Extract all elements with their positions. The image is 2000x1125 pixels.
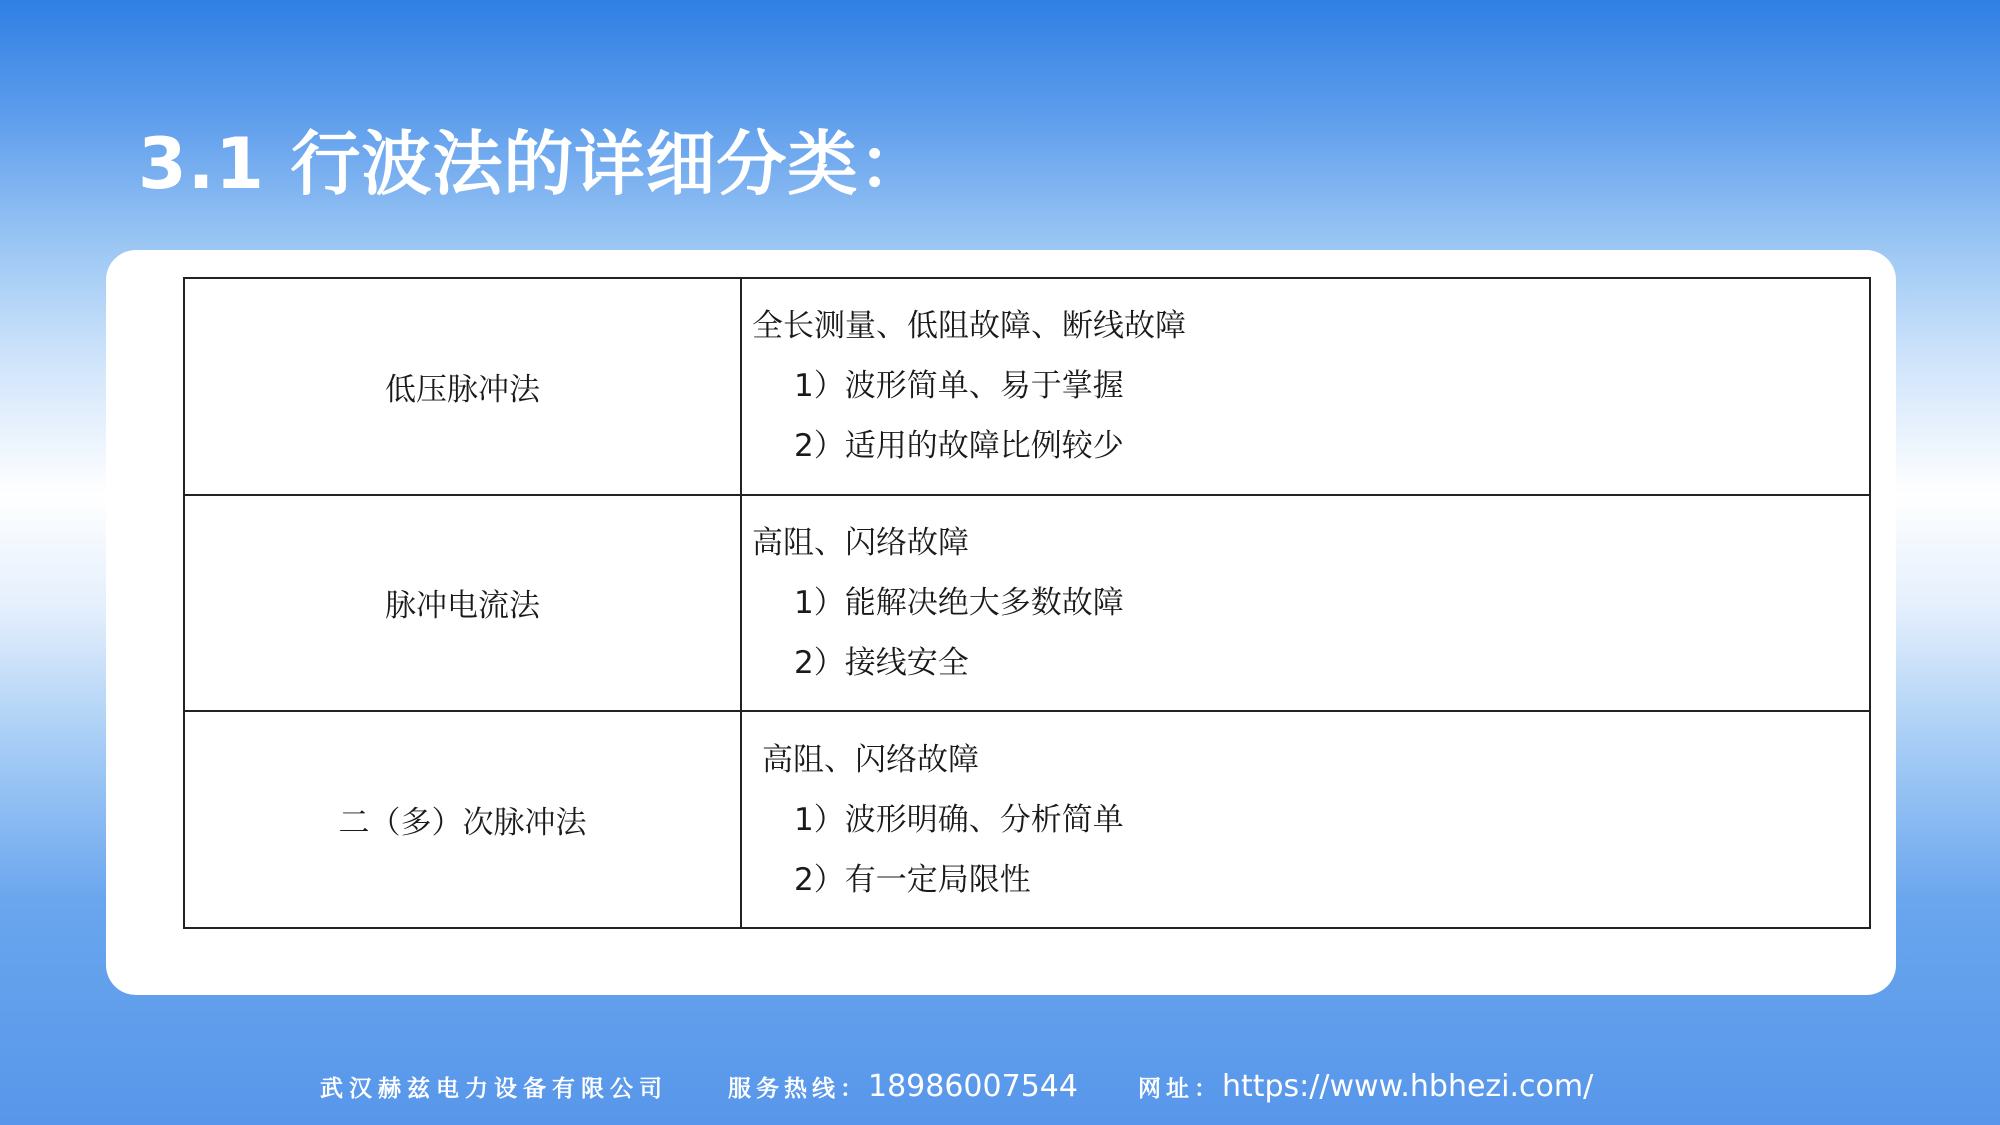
table-row <box>184 278 1870 495</box>
description-point: 1）能解决绝大多数故障 <box>794 584 1124 621</box>
method-name: 二（多）次脉冲法 <box>184 711 741 928</box>
hotline-number: 18986007544 <box>868 1068 1078 1104</box>
table-row <box>184 495 1870 712</box>
method-name: 低压脉冲法 <box>184 278 741 495</box>
footer-bar <box>320 1066 1593 1106</box>
description-summary: 高阻、闪络故障 <box>762 741 979 778</box>
method-description <box>741 495 1870 712</box>
description-summary: 全长测量、低阻故障、断线故障 <box>752 308 1186 345</box>
slide-title: 3.1 行波法的详细分类： <box>138 123 930 205</box>
description-point: 1）波形明确、分析简单 <box>794 801 1124 838</box>
description-summary: 高阻、闪络故障 <box>752 524 969 561</box>
method-description <box>741 711 1870 928</box>
website-link[interactable]: https://www.hbhezi.com/ <box>1221 1068 1594 1104</box>
hotline-label: 服务热线： <box>728 1075 868 1102</box>
table-row <box>184 711 1870 928</box>
company-name: 武汉赫兹电力设备有限公司 <box>320 1075 668 1102</box>
website-label: 网址： <box>1137 1075 1222 1102</box>
description-point: 1）波形简单、易于掌握 <box>794 368 1124 405</box>
method-name: 脉冲电流法 <box>184 495 741 712</box>
method-table <box>183 277 1871 929</box>
description-point: 2）接线安全 <box>794 644 969 681</box>
description-point: 2）适用的故障比例较少 <box>794 428 1124 465</box>
method-description <box>741 278 1870 495</box>
description-point: 2）有一定局限性 <box>794 861 1031 898</box>
